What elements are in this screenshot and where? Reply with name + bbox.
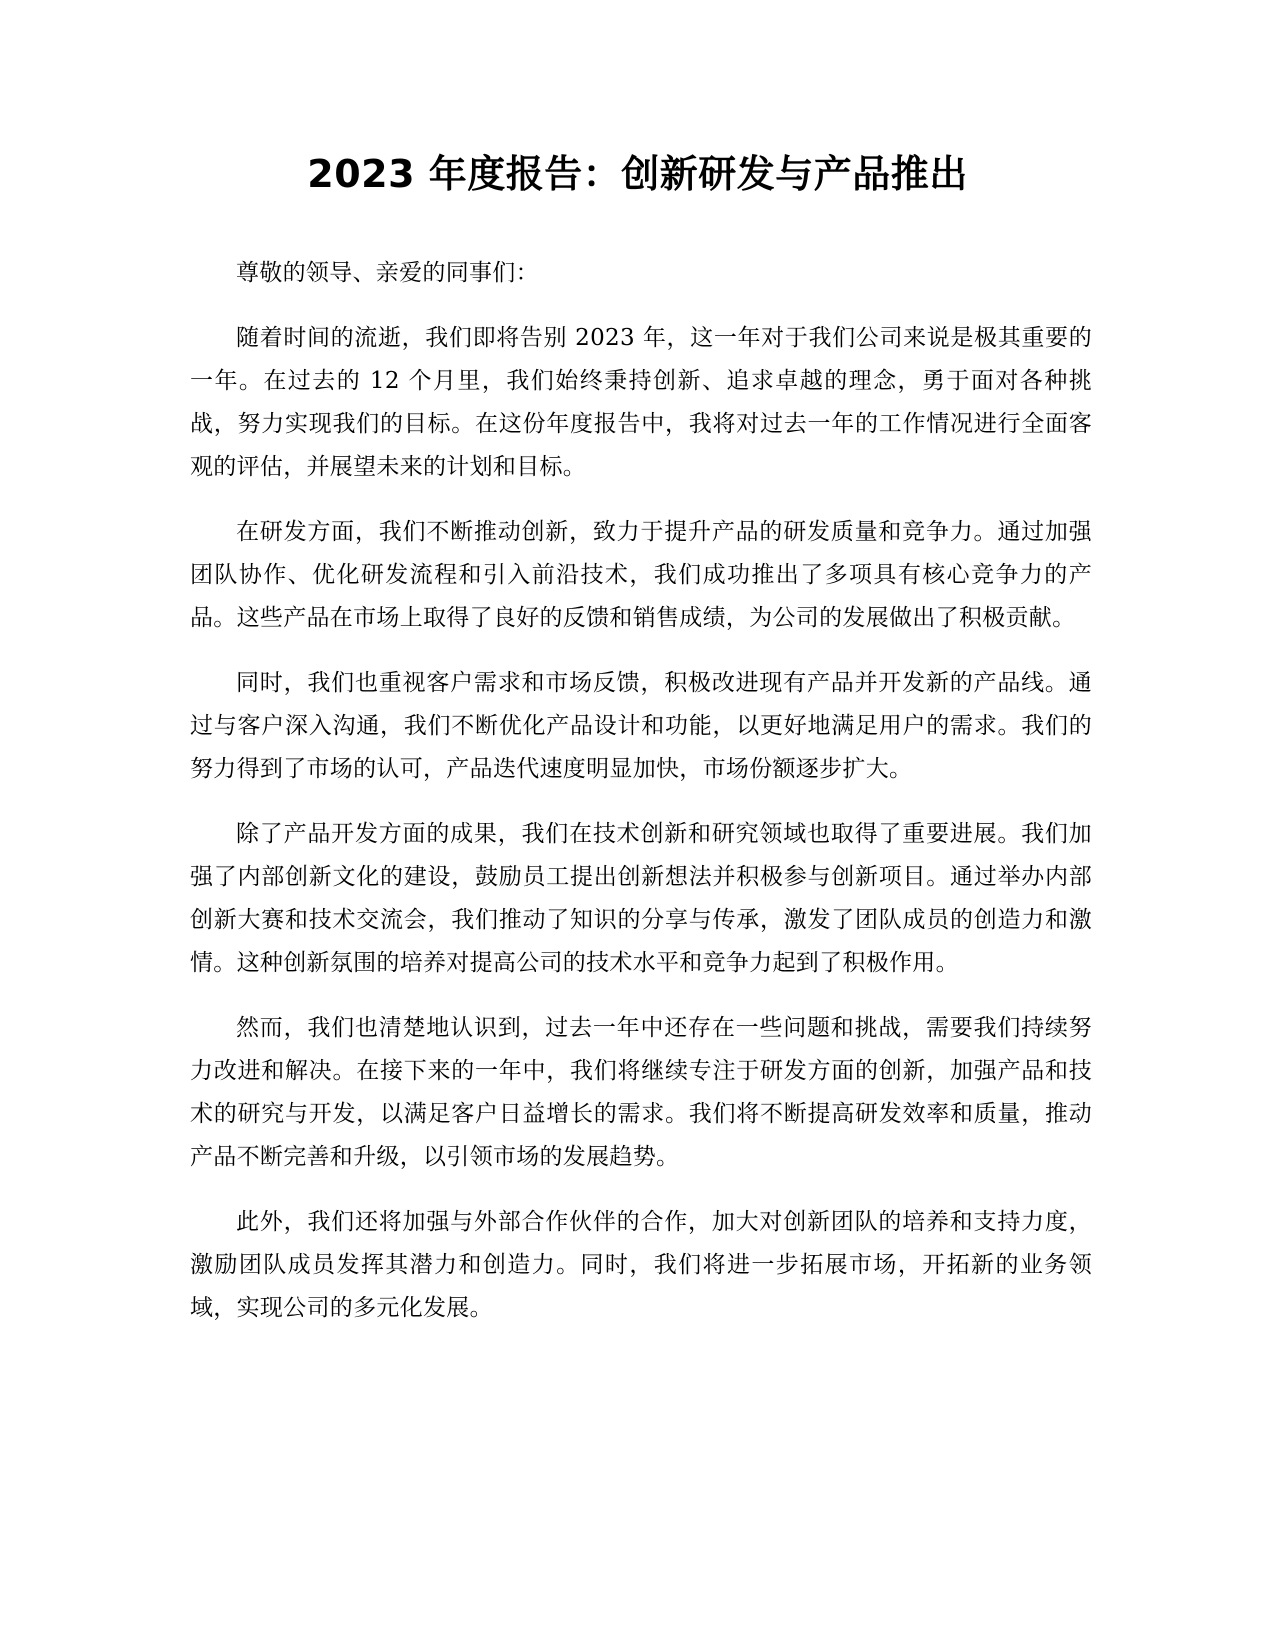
body-paragraph: 同时，我们也重视客户需求和市场反馈，积极改进现有产品并开发新的产品线。通过与客户深入沟通，我们不断优化产品设计和功能，以更好地满足用户的需求。我们的努力得到了市场的认可，产品迭代速度明显加快，市场份额逐步扩大。	[190, 670, 1092, 782]
document-body	[190, 252, 1092, 1352]
body-paragraph: 然而，我们也清楚地认识到，过去一年中还存在一些问题和挑战，需要我们持续努力改进和解决。在接下来的一年中，我们将继续专注于研发方面的创新，加强产品和技术的研究与开发，以满足客户日益增长的需求。我们将不断提高研发效率和质量，推动产品不断完善和升级，以引领市场的发展趋势。	[190, 1015, 1092, 1170]
body-paragraph: 此外，我们还将加强与外部合作伙伴的合作，加大对创新团队的培养和支持力度，激励团队成员发挥其潜力和创造力。同时，我们将进一步拓展市场，开拓新的业务领域，实现公司的多元化发展。	[190, 1209, 1092, 1321]
salutation-paragraph: 尊敬的领导、亲爱的同事们：	[236, 260, 539, 286]
body-paragraph: 除了产品开发方面的成果，我们在技术创新和研究领域也取得了重要进展。我们加强了内部创新文化的建设，鼓励员工提出创新想法并积极参与创新项目。通过举办内部创新大赛和技术交流会，我们推动了知识的分享与传承，激发了团队成员的创造力和激情。这种创新氛围的培养对提高公司的技术水平和竞争力起到了积极作用。	[190, 821, 1092, 976]
body-paragraph: 随着时间的流逝，我们即将告别 2023 年，这一年对于我们公司来说是极其重要的一年。在过去的 12 个月里，我们始终秉持创新、追求卓越的理念，勇于面对各种挑战，努力实现我们的目标。在这份年度报告中，我将对过去一年的工作情况进行全面客观的评估，并展望未来的计划和目标。	[190, 325, 1092, 480]
body-paragraph: 在研发方面，我们不断推动创新，致力于提升产品的研发质量和竞争力。通过加强团队协作、优化研发流程和引入前沿技术，我们成功推出了多项具有核心竞争力的产品。这些产品在市场上取得了良好的反馈和销售成绩，为公司的发展做出了积极贡献。	[190, 519, 1092, 631]
document-title: 2023 年度报告：创新研发与产品推出	[307, 152, 968, 196]
